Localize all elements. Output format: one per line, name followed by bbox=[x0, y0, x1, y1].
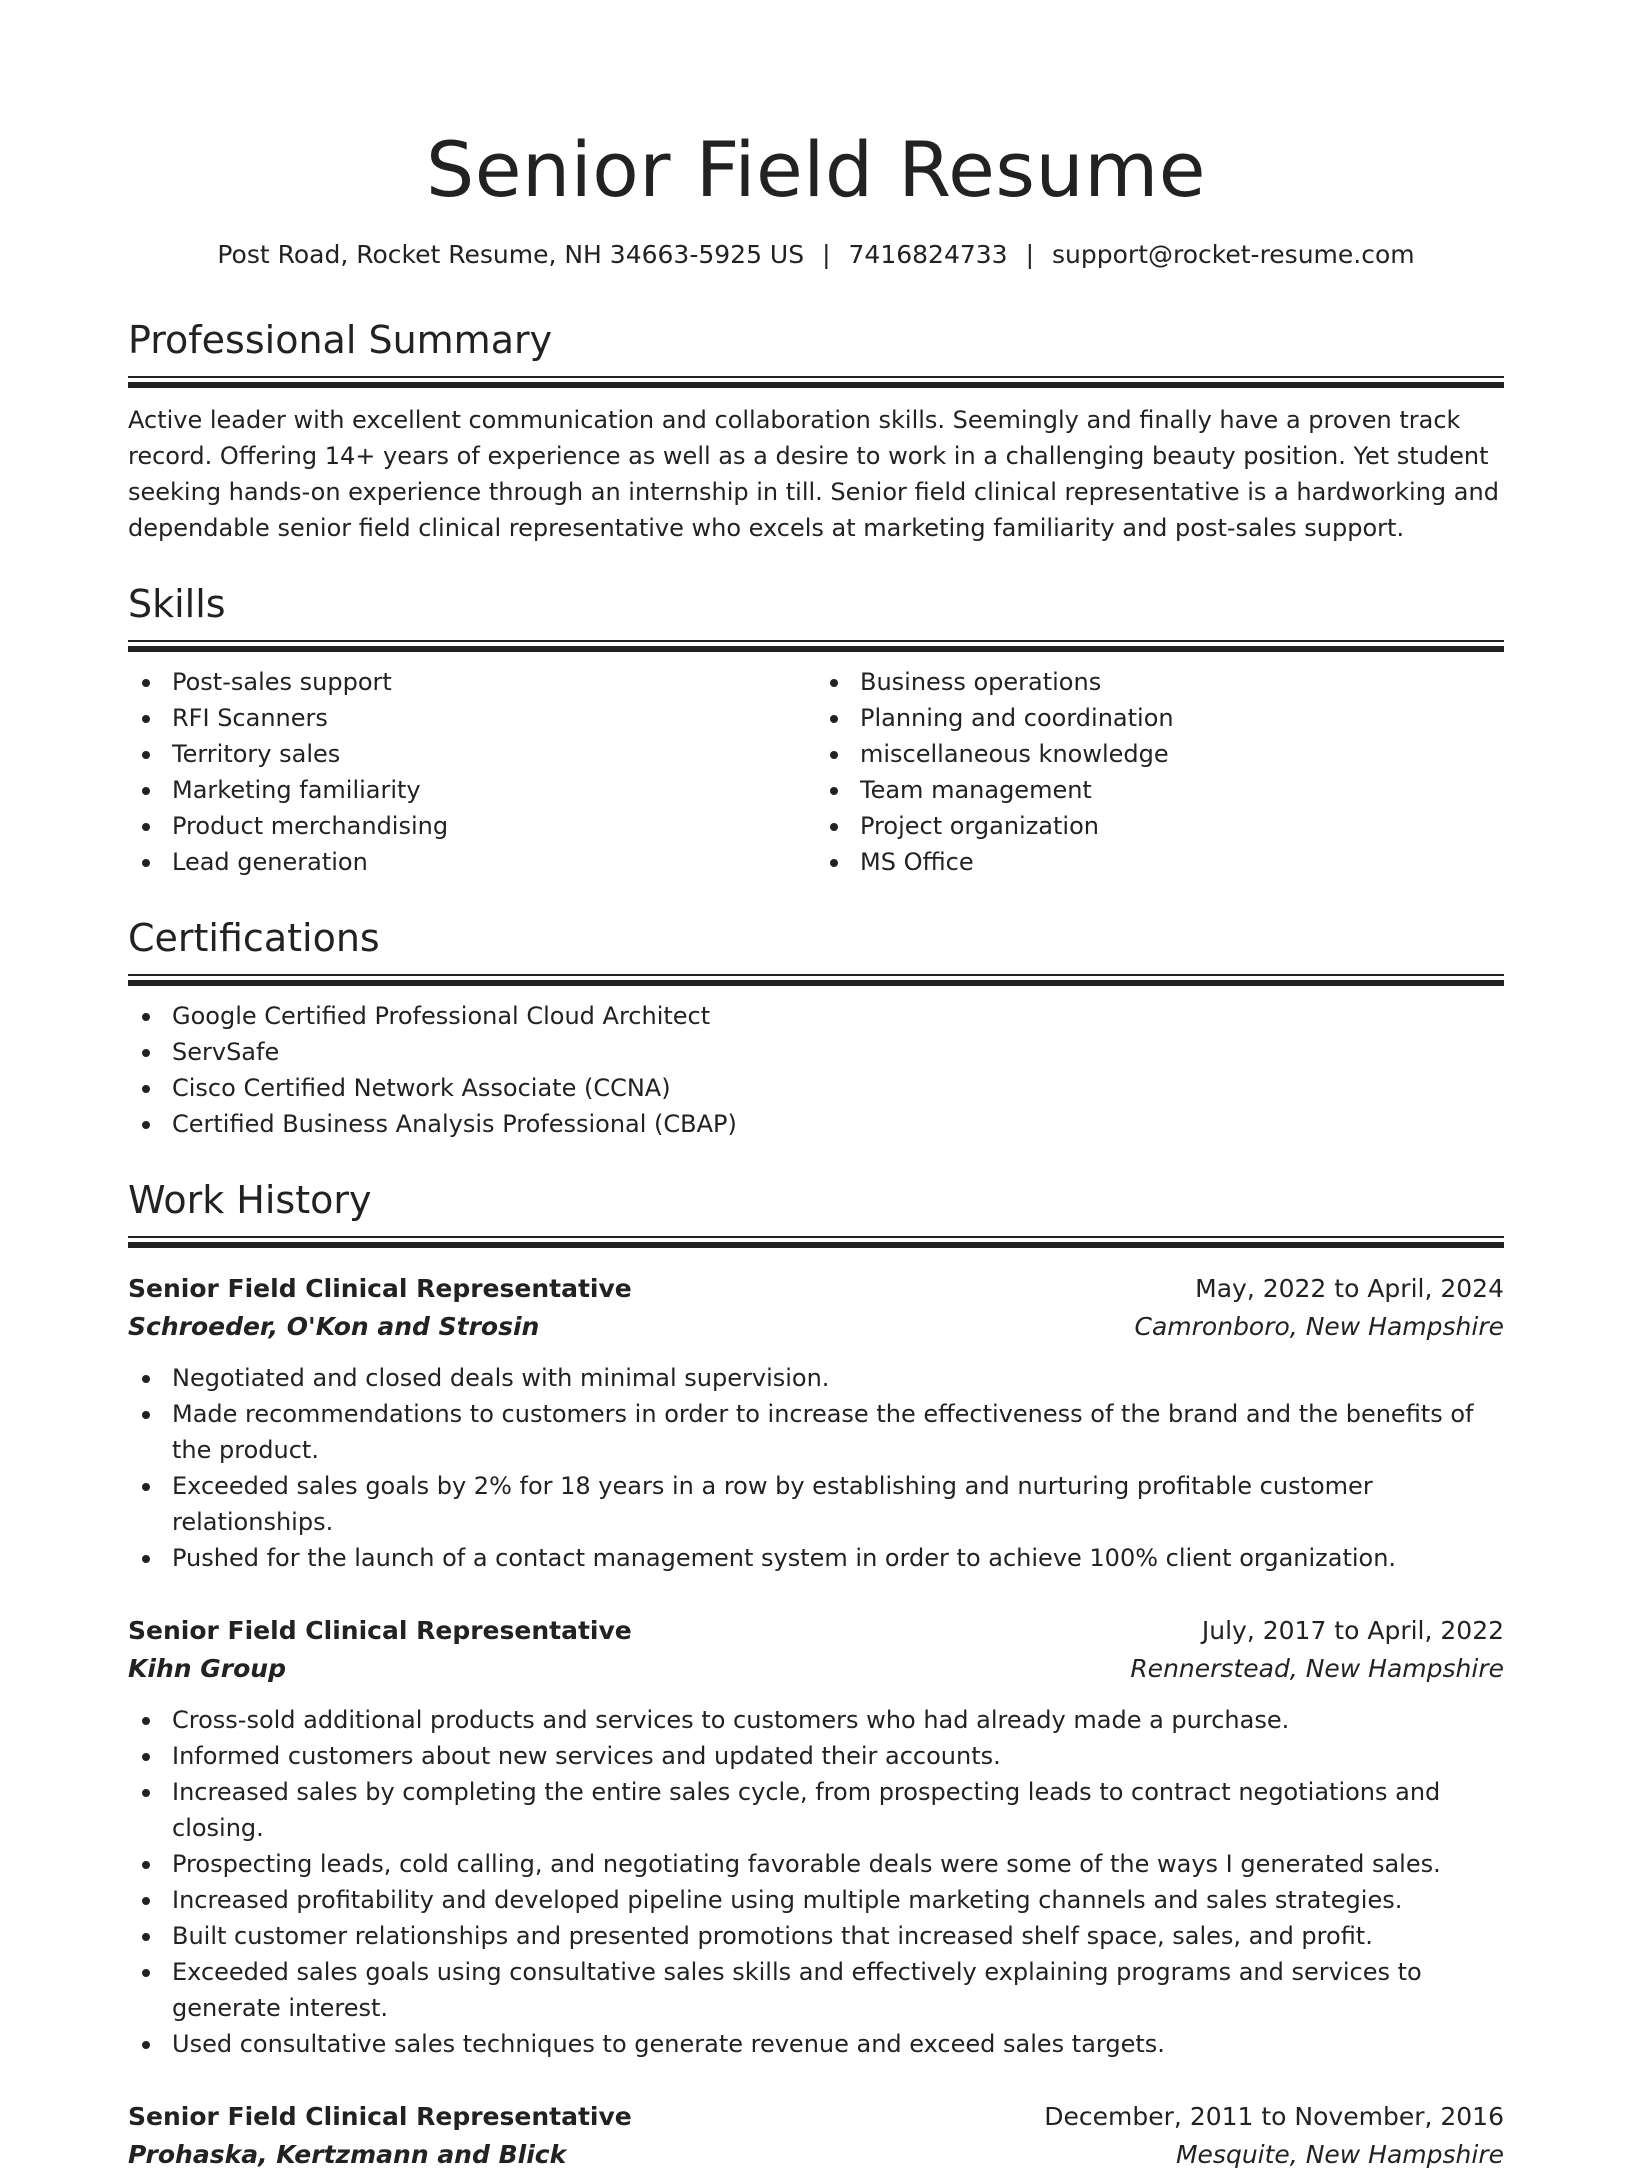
contact-separator: | bbox=[1025, 240, 1035, 269]
job-bullet: Exceeded sales goals by 2% for 18 years in a row by establishing and nurturing profitable customer relationships. bbox=[128, 1468, 1504, 1540]
skill-item: Team management bbox=[816, 772, 1504, 808]
job-company-row bbox=[128, 2136, 1504, 2174]
job-bullet: Increased sales by completing the entire sales cycle, from prospecting leads to contract negotiations and closing. bbox=[128, 1774, 1504, 1846]
certification-item: ServSafe bbox=[128, 1034, 1504, 1070]
section-divider bbox=[128, 974, 1504, 986]
skill-item: Project organization bbox=[816, 808, 1504, 844]
job-bullet: Increased profitability and developed pipeline using multiple marketing channels and sales strategies. bbox=[128, 1882, 1504, 1918]
contact-line bbox=[128, 238, 1504, 272]
job-entry bbox=[128, 2098, 1504, 2174]
job-bullet: Made recommendations to customers in order to increase the effectiveness of the brand and the benefits of the product. bbox=[128, 1396, 1504, 1468]
job-bullets bbox=[128, 1360, 1504, 1576]
section-title-skills: Skills bbox=[128, 582, 226, 626]
contact-separator: | bbox=[822, 240, 831, 269]
job-dates: July, 2017 to April, 2022 bbox=[1201, 1616, 1504, 1645]
skills-list-left bbox=[128, 664, 816, 880]
job-header-row bbox=[128, 1270, 1504, 1308]
job-location: Rennerstead, New Hampshire bbox=[1130, 1654, 1504, 1683]
job-bullet: Cross-sold additional products and services to customers who had already made a purchase. bbox=[128, 1702, 1504, 1738]
job-company-row bbox=[128, 1650, 1504, 1688]
job-header-row bbox=[128, 1612, 1504, 1650]
contact-email[interactable]: support@rocket-resume.com bbox=[1052, 240, 1415, 269]
job-company: Prohaska, Kertzmann and Blick bbox=[128, 2140, 567, 2169]
contact-address: Post Road, Rocket Resume, NH 34663-5925 US bbox=[217, 240, 805, 269]
job-dates: December, 2011 to November, 2016 bbox=[1044, 2102, 1504, 2131]
skill-item: RFI Scanners bbox=[128, 700, 816, 736]
summary-section bbox=[128, 316, 1504, 546]
section-title-summary: Professional Summary bbox=[128, 318, 553, 362]
certification-item: Certified Business Analysis Professional (CBAP) bbox=[128, 1106, 1504, 1142]
job-company: Schroeder, O'Kon and Strosin bbox=[128, 1312, 540, 1341]
certifications-section bbox=[128, 914, 1504, 1142]
job-bullet: Negotiated and closed deals with minimal supervision. bbox=[128, 1360, 1504, 1396]
skills-grid bbox=[128, 652, 1504, 880]
skill-item: Marketing familiarity bbox=[128, 772, 816, 808]
skill-item: Planning and coordination bbox=[816, 700, 1504, 736]
job-bullet: Used consultative sales techniques to generate revenue and exceed sales targets. bbox=[128, 2026, 1504, 2062]
job-bullet: Pushed for the launch of a contact management system in order to achieve 100% client organization. bbox=[128, 1540, 1504, 1576]
job-bullet: Exceeded sales goals using consultative sales skills and effectively explaining programs and services to generate interest. bbox=[128, 1954, 1504, 2026]
job-location: Mesquite, New Hampshire bbox=[1175, 2140, 1504, 2169]
job-title: Senior Field Clinical Representative bbox=[128, 2102, 632, 2131]
section-divider bbox=[128, 376, 1504, 388]
section-divider bbox=[128, 1236, 1504, 1248]
skills-list-right bbox=[816, 664, 1504, 880]
job-bullet: Prospecting leads, cold calling, and negotiating favorable deals were some of the ways I generated sales. bbox=[128, 1846, 1504, 1882]
job-company-row bbox=[128, 1308, 1504, 1346]
job-bullets bbox=[128, 1702, 1504, 2062]
work-history-section bbox=[128, 1176, 1504, 2174]
job-title: Senior Field Clinical Representative bbox=[128, 1616, 632, 1645]
skill-item: Post-sales support bbox=[128, 664, 816, 700]
resume-name: Senior Field Resume bbox=[426, 125, 1206, 214]
job-header-row bbox=[128, 2098, 1504, 2136]
job-entry bbox=[128, 1270, 1504, 1576]
job-bullet: Built customer relationships and presented promotions that increased shelf space, sales, and profit. bbox=[128, 1918, 1504, 1954]
skill-item: MS Office bbox=[816, 844, 1504, 880]
section-title-work-history: Work History bbox=[128, 1178, 372, 1222]
job-entry bbox=[128, 1612, 1504, 2062]
job-bullet: Informed customers about new services and updated their accounts. bbox=[128, 1738, 1504, 1774]
job-company: Kihn Group bbox=[128, 1654, 286, 1683]
section-title-certifications: Certifications bbox=[128, 916, 380, 960]
skill-item: Product merchandising bbox=[128, 808, 816, 844]
skill-item: Lead generation bbox=[128, 844, 816, 880]
skills-section bbox=[128, 580, 1504, 880]
certification-item: Cisco Certified Network Associate (CCNA) bbox=[128, 1070, 1504, 1106]
section-divider bbox=[128, 640, 1504, 652]
certification-item: Google Certified Professional Cloud Architect bbox=[128, 998, 1504, 1034]
job-title: Senior Field Clinical Representative bbox=[128, 1274, 632, 1303]
skill-item: miscellaneous knowledge bbox=[816, 736, 1504, 772]
job-location: Camronboro, New Hampshire bbox=[1134, 1312, 1504, 1341]
skill-item: Territory sales bbox=[128, 736, 816, 772]
certifications-list bbox=[128, 998, 1504, 1142]
contact-phone: 7416824733 bbox=[848, 240, 1008, 269]
summary-text: Active leader with excellent communication and collaboration skills. Seemingly and finally have a proven track record. Offering 14+ years of experience as well as a desire to work in a challenging beauty position. Yet student seeking hands-on experience through an internship in till. Senior field clinical representative is a hardworking and dependable senior field clinical representative who excels at marketing familiarity and post-sales support. bbox=[128, 406, 1499, 542]
skill-item: Business operations bbox=[816, 664, 1504, 700]
job-dates: May, 2022 to April, 2024 bbox=[1195, 1274, 1504, 1303]
